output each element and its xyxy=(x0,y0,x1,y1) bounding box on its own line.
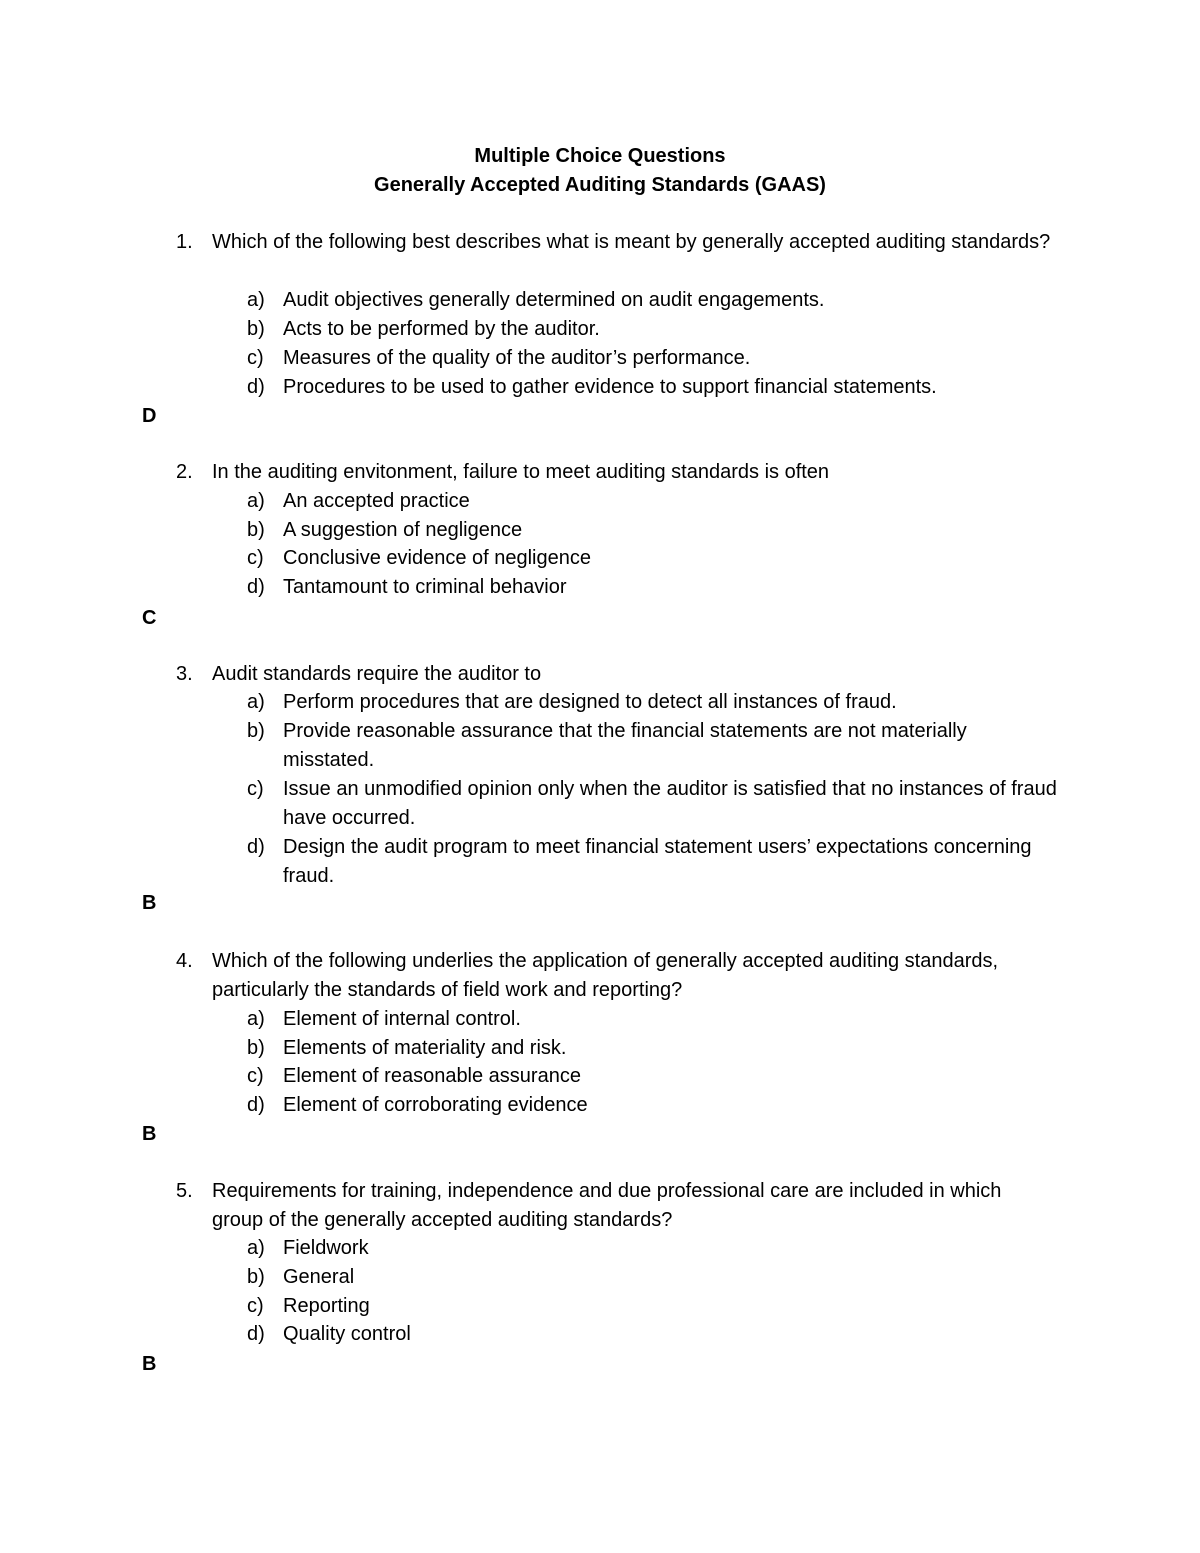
option-text: Elements of materiality and risk. xyxy=(283,1037,567,1059)
option-text: Fieldwork xyxy=(283,1237,369,1259)
option-text: Element of corroborating evidence xyxy=(283,1094,588,1116)
option-text: Perform procedures that are designed to detect all instances of fraud. xyxy=(283,691,897,713)
option-letter: d) xyxy=(247,376,265,398)
option-letter: a) xyxy=(247,691,265,713)
option-letter: c) xyxy=(247,1065,264,1087)
question-number: 5. xyxy=(176,1180,193,1202)
option-letter: d) xyxy=(247,1094,265,1116)
question-number: 4. xyxy=(176,950,193,972)
option-letter: d) xyxy=(247,576,265,598)
option-text: Provide reasonable assurance that the financial statements are not materially misstated. xyxy=(283,720,967,771)
option-text: Measures of the quality of the auditor’s performance. xyxy=(283,347,751,369)
option-text: Tantamount to criminal behavior xyxy=(283,576,567,598)
option-letter: b) xyxy=(247,1266,265,1288)
question-number: 3. xyxy=(176,663,193,685)
answer-5: B xyxy=(142,1353,157,1375)
option-text: Procedures to be used to gather evidence to support financial statements. xyxy=(283,376,937,398)
option-letter: c) xyxy=(247,547,264,569)
option-text: General xyxy=(283,1266,355,1288)
question-text: Which of the following underlies the application of generally accepted auditing standards, particularly the standards of field work and reporting? xyxy=(212,950,999,1001)
option-text: Conclusive evidence of negligence xyxy=(283,547,591,569)
option-text: Reporting xyxy=(283,1295,370,1317)
answer-1: D xyxy=(142,405,157,427)
option-letter: a) xyxy=(247,289,265,311)
option-letter: b) xyxy=(247,519,265,541)
question-text: In the auditing envitonment, failure to meet auditing standards is often xyxy=(212,461,830,483)
option-letter: c) xyxy=(247,1295,264,1317)
option-text: Element of reasonable assurance xyxy=(283,1065,581,1087)
question-text: Audit standards require the auditor to xyxy=(212,663,542,685)
option-letter: a) xyxy=(247,1008,265,1030)
option-letter: a) xyxy=(247,1237,265,1259)
option-letter: d) xyxy=(247,836,265,858)
title-line-1: Multiple Choice Questions xyxy=(474,145,726,167)
option-text: Audit objectives generally determined on audit engagements. xyxy=(283,289,825,311)
option-text: Design the audit program to meet financial statement users’ expectations concerning fraud. xyxy=(283,836,1032,887)
option-letter: c) xyxy=(247,778,264,800)
question-text: Requirements for training, independence and due professional care are included in which group of the generally accepted auditing standards? xyxy=(212,1180,1002,1231)
answer-4: B xyxy=(142,1123,157,1145)
option-text: Quality control xyxy=(283,1323,411,1345)
option-letter: c) xyxy=(247,347,264,369)
option-text: Acts to be performed by the auditor. xyxy=(283,318,600,340)
option-text: A suggestion of negligence xyxy=(283,519,523,541)
option-letter: a) xyxy=(247,490,265,512)
answer-2: C xyxy=(142,607,157,629)
document-title xyxy=(0,142,1200,200)
option-text: Element of internal control. xyxy=(283,1008,521,1030)
question-number: 1. xyxy=(176,231,193,253)
answer-3: B xyxy=(142,892,157,914)
option-text: An accepted practice xyxy=(283,490,470,512)
option-letter: b) xyxy=(247,318,265,340)
question-text: Which of the following best describes what is meant by generally accepted auditing standards? xyxy=(212,231,1051,253)
option-text: Issue an unmodified opinion only when the auditor is satisfied that no instances of fraud have occurred. xyxy=(283,778,1057,829)
title-line-2: Generally Accepted Auditing Standards (GAAS) xyxy=(374,174,826,196)
question-number: 2. xyxy=(176,461,193,483)
option-letter: b) xyxy=(247,1037,265,1059)
option-letter: d) xyxy=(247,1323,265,1345)
option-letter: b) xyxy=(247,720,265,742)
